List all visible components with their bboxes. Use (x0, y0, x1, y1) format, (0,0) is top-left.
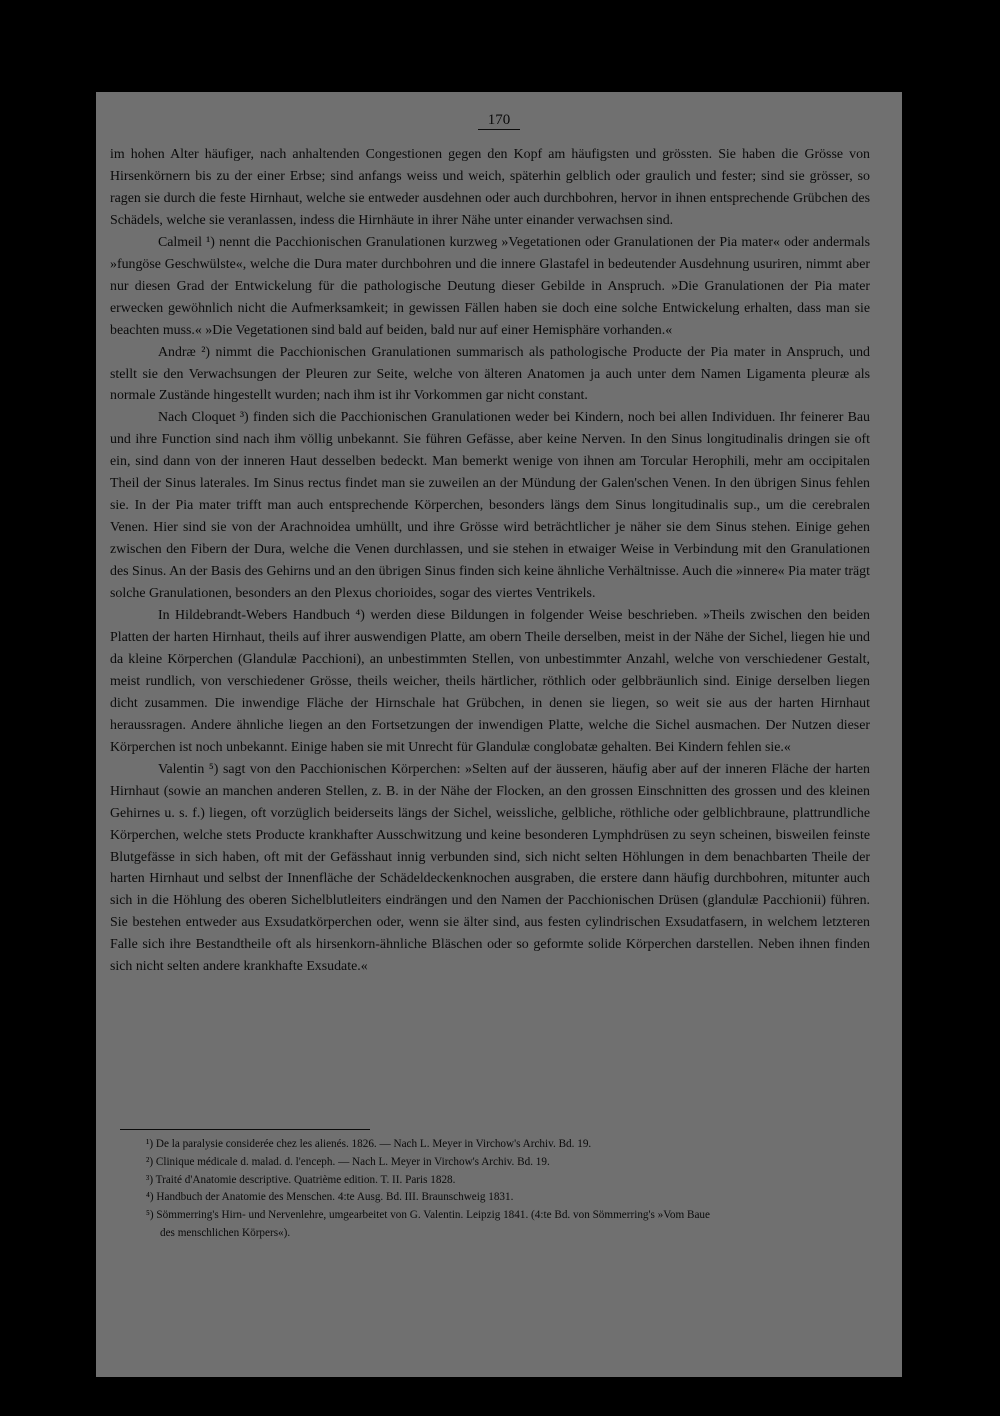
footnote-rule (120, 1129, 370, 1130)
paragraph-calmeil: Calmeil ¹) nennt die Pacchionischen Granulationen kurzweg »Vegetationen oder Granulationen der Pia mater« oder andermals »fungöse Geschwülste«, welche die Dura mater durchbohren und die innere Glastafel in bedeutender Ausdehnung usuriren, nimmt aber nur diesen Grad der Entwickelung für die pathologische Deutung dieser Gebilde in Anspruch. »Die Granulationen der Pia mater erwecken gewöhnlich nicht die Aufmerksamkeit; in gewissen Fällen haben sie doch eine solche Entwickelung erhalten, dass man sie beachten muss.« »Die Vegetationen sind bald auf beiden, bald nur auf einer Hemisphäre vorhanden.« (110, 234, 870, 338)
paragraph-andrae: Andræ ²) nimmt die Pacchionischen Granulationen summarisch als pathologische Producte der Pia mater in Anspruch, und stellt sie den Verwachsungen der Pleuren zur Seite, welche von älteren Anatomen ja auch unter dem Namen Ligamenta pleuræ als normale Zustände hingestellt wurden; nach ihm ist ihr Vorkommen gar nicht constant. (110, 344, 870, 404)
page-number: 170 (96, 112, 902, 129)
footnote-4: ⁴) Handbuch der Anatomie des Menschen. 4:te Ausg. Bd. III. Braunschweig 1831. (146, 1191, 514, 1204)
footnote-2: ²) Clinique médicale d. malad. d. l'enceph. — Nach L. Meyer in Virchow's Archiv. Bd. 19. (146, 1155, 550, 1168)
footnote-5-continuation: des menschlichen Körpers«). (160, 1226, 291, 1239)
paragraph-cloquet: Nach Cloquet ³) finden sich die Pacchionischen Granulationen weder bei Kindern, noch bei allen Individuen. Ihr feinerer Bau und ihre Function sind nach ihm völlig unbekannt. Sie führen Gefässe, aber keine Nerven. In den Sinus longitudinalis dringen sie oft ein, sind dann von der inneren Haut desselben bedeckt. Man bemerkt wenige von ihnen am Torcular Herophili, mehr am occipitalen Theil der Sinus laterales. Im Sinus rectus findet man sie zuweilen an der Mündung der Galen'schen Venen. In den übrigen Sinus fehlen sie. In der Pia mater trifft man auch entsprechende Körperchen, besonders längs dem Sinus longitudinalis sup., um die cerebralen Venen. Hier sind sie von der Arachnoidea umhüllt, und ihre Grösse wird beträchtlicher je näher sie dem Sinus stehen. Einige gehen zwischen den Fibern der Dura, welche die Venen durchlassen, und sie stehen in etwaiger Weise in Verbindung mit den Granulationen des Sinus. An der Basis des Gehirns und an den übrigen Sinus finden sich keine ähnliche Verhältnisse. Auch die »innere« Pia mater trägt solche Granulationen, besonders an den Plexus chorioides, sogar des viertes Ventrikels. (110, 410, 870, 602)
book-page (96, 92, 902, 1377)
footnotes (146, 1136, 876, 1243)
body-text (110, 144, 870, 978)
paragraph-valentin: Valentin ⁵) sagt von den Pacchionischen Körperchen: »Selten auf der äusseren, häufig aber auf der inneren Fläche der harten Hirnhaut (sowie an manchen anderen Stellen, z. B. in der Nähe der Flocken, an den grossen Einschnitten des grossen und des kleinen Gehirnes u. s. f.) liegen, oft vorzüglich beiderseits längs der Sichel, weissliche, gelbliche, röthliche oder gelblichbraune, plattrundliche Körperchen, welche stets Producte krankhafter Ausschwitzung und keine besonderen Lymphdrüsen zu seyn scheinen, bisweilen feinste Blutgefässe in sich haben, oft mit der Gefässhaut innig verbunden sind, sich nicht selten Höhlungen in dem benachbarten Theile der harten Hirnhaut und selbst der Innenfläche der Schädeldeckenknochen ausgraben, die erstere dann häufig durchbohren, mitunter auch sich in die Höhlung des oberen Sichelblutleiters eindrängen und den Namen der Pacchionischen Drüsen (glandulæ Pacchionii) führen. Sie bestehen entweder aus Exsudatkörperchen oder, wenn sie älter sind, aus festen cylindrischen Exsudatfasern, in welchem letzteren Falle sich ihre Bestandtheile oft als hirsenkorn-ähnliche Bläschen oder so geformte solide Körperchen darstellen. Neben ihnen finden sich nicht selten andere krankhafte Exsudate.« (110, 761, 870, 975)
paragraph-hildebrandt-weber: In Hildebrandt-Webers Handbuch ⁴) werden diese Bildungen in folgender Weise beschrieben. »Theils zwischen den beiden Platten der harten Hirnhaut, theils auf ihrer auswendigen Platte, am obern Theile derselben, meist in der Nähe der Sichel, liegen hie und da kleine Körperchen (Glandulæ Pacchioni), an unbestimmten Stellen, von unbestimmter Anzahl, welche von verschiedener Gestalt, meist rundlich, von verschiedener Grösse, theils weicher, theils härtlicher, röthlich oder gelbbräunlich sind. Einige derselben liegen dicht zusammen. Die inwendige Fläche der Hirnschale hat Grübchen, in denen sie liegen, so weit sie aus der harten Hirnhaut heraussragen. Andere ähnliche liegen an den Fortsetzungen der inwendigen Platte, welche die Sichel ausmachen. Der Nutzen dieser Körperchen ist noch unbekannt. Einige haben sie mit Unrecht für Glandulæ conglobatæ gehalten. Bei Kindern fehlen sie.« (110, 608, 870, 755)
footnote-5: ⁵) Sömmerring's Hirn- und Nervenlehre, umgearbeitet von G. Valentin. Leipzig 1841. (4:te Bd. von Sömmerring's »Vom Baue (146, 1209, 710, 1222)
footnote-3: ³) Traité d'Anatomie descriptive. Quatrième edition. T. II. Paris 1828. (146, 1173, 456, 1186)
paragraph-1: im hohen Alter häufiger, nach anhaltenden Congestionen gegen den Kopf am häufigsten und grössten. Sie haben die Grösse von Hirsenkörnern bis zu der einer Erbse; sind anfangs weiss und weich, späterhin gelblich oder graulich und fester; sind sie grösser, so ragen sie durch die feste Hirnhaut, welche sie entweder ausdehnen oder auch durchbohren, hervor in ihnen entsprechende Grübchen des Schädels, welche sie veranlassen, indess die Hirnhäute in ihrer Nähe unter einander verwachsen sind. (110, 147, 870, 228)
footnote-1: ¹) De la paralysie considerée chez les alienés. 1826. — Nach L. Meyer in Virchow's Archiv. Bd. 19. (146, 1138, 592, 1150)
